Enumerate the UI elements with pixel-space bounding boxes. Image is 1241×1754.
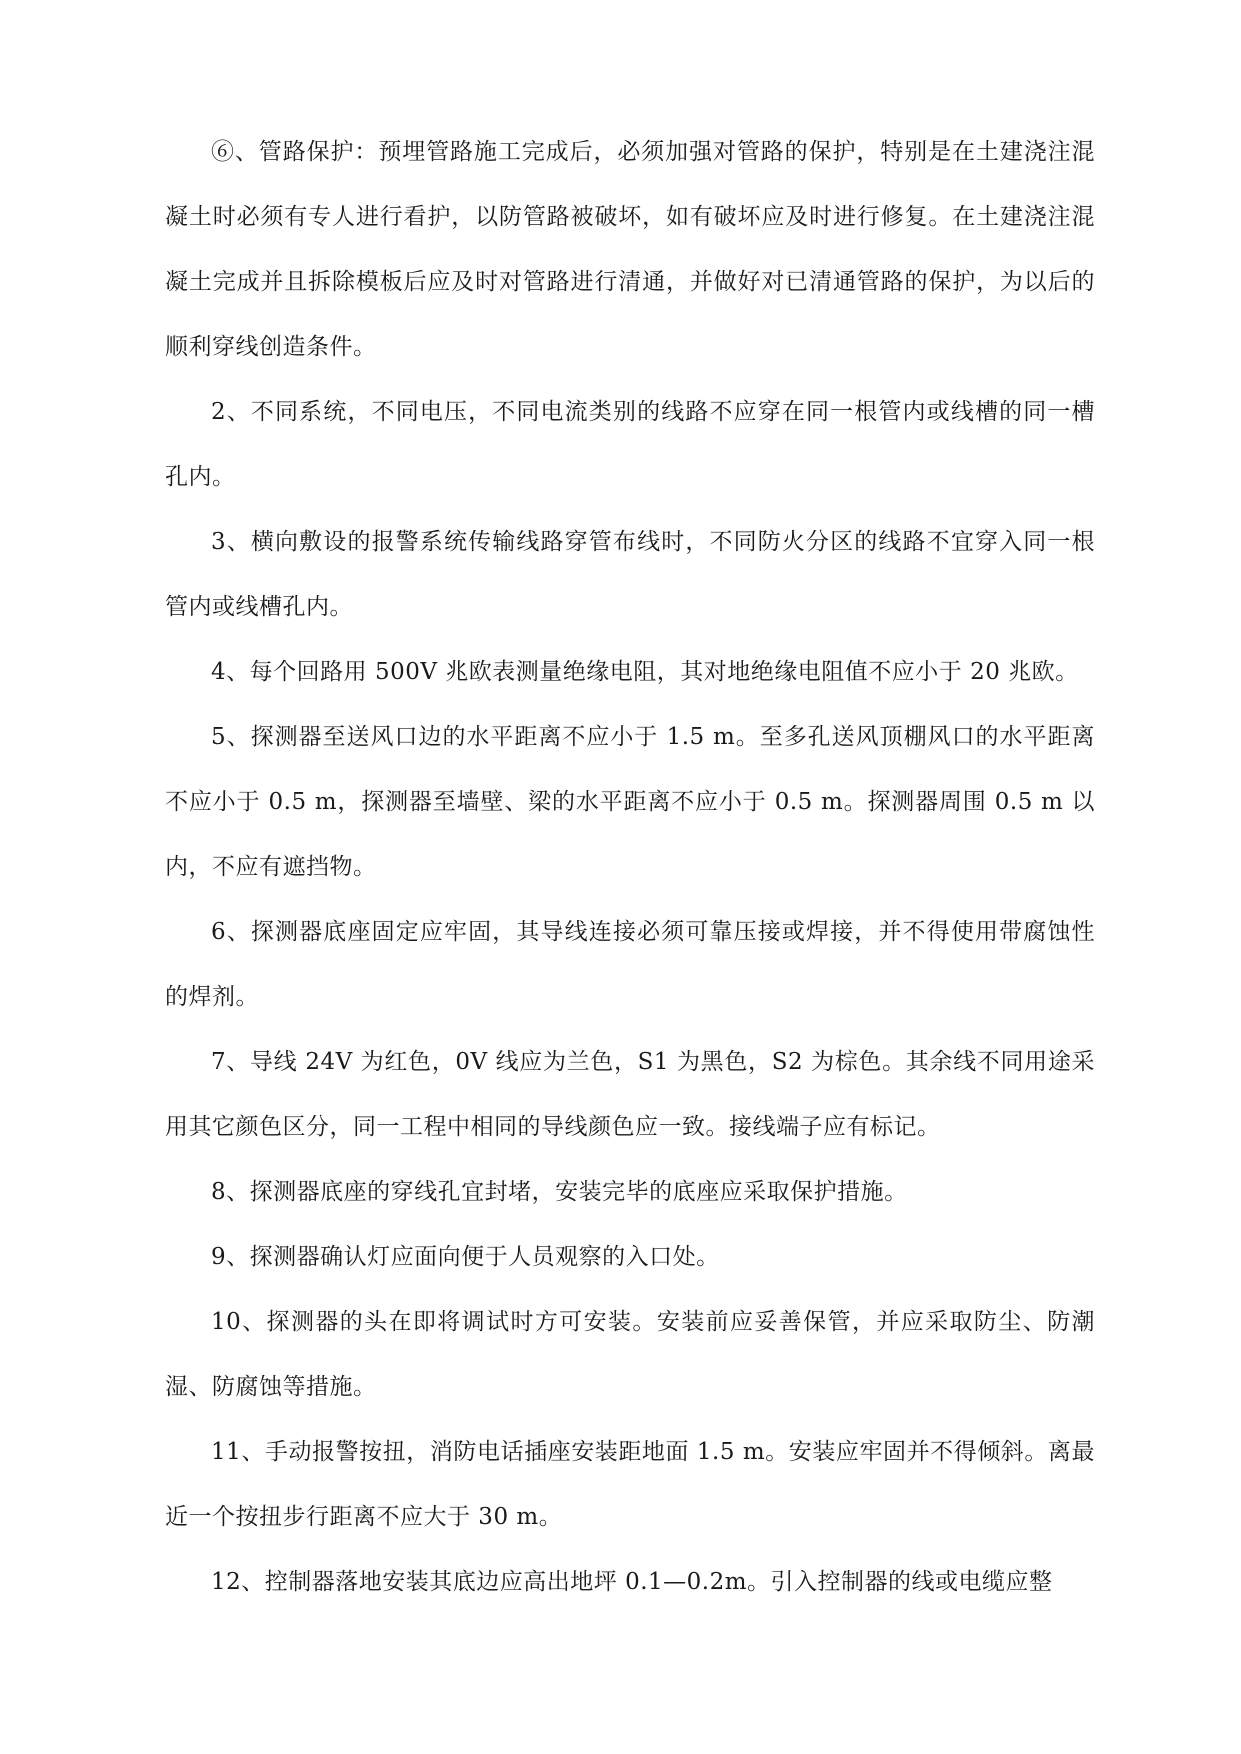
paragraph-item-5: 5、探测器至送风口边的水平距离不应小于 1.5 m。至多孔送风顶棚风口的水平距离不应小于 0.5 m，探测器至墙壁、梁的水平距离不应小于 0.5 m。探测器周围 0.5 m 以内，不应有遮挡物。 — [165, 724, 1095, 880]
paragraph-item-9: 9、探测器确认灯应面向便于人员观察的入口处。 — [211, 1244, 720, 1270]
paragraph-item-12: 12、控制器落地安装其底边应高出地坪 0.1—0.2m。引入控制器的线或电缆应整 — [211, 1569, 1053, 1595]
paragraph-pipe-protection: ⑥、管路保护：预埋管路施工完成后，必须加强对管路的保护，特别是在土建浇注混凝土时必须有专人进行看护，以防管路被破坏，如有破坏应及时进行修复。在土建浇注混凝土完成并且拆除模板后应及时对管路进行清通，并做好对已清通管路的保护，为以后的顺利穿线创造条件。 — [165, 139, 1095, 360]
paragraph-item-10: 10、探测器的头在即将调试时方可安装。安装前应妥善保管，并应采取防尘、防潮湿、防腐蚀等措施。 — [165, 1309, 1095, 1400]
paragraph-item-7: 7、导线 24V 为红色，0V 线应为兰色，S1 为黑色，S2 为棕色。其余线不同用途采用其它颜色区分，同一工程中相同的导线颜色应一致。接线端子应有标记。 — [165, 1049, 1095, 1140]
paragraph-item-4: 4、每个回路用 500V 兆欧表测量绝缘电阻，其对地绝缘电阻值不应小于 20 兆欧。 — [211, 659, 1079, 685]
paragraph-item-3: 3、横向敷设的报警系统传输线路穿管布线时，不同防火分区的线路不宜穿入同一根管内或线槽孔内。 — [165, 529, 1095, 620]
paragraph-item-6: 6、探测器底座固定应牢固，其导线连接必须可靠压接或焊接，并不得使用带腐蚀性的焊剂。 — [165, 919, 1095, 1010]
document-body — [165, 120, 1095, 1615]
paragraph-item-2: 2、不同系统，不同电压，不同电流类别的线路不应穿在同一根管内或线槽的同一槽孔内。 — [165, 399, 1095, 490]
paragraph-item-8: 8、探测器底座的穿线孔宜封堵，安装完毕的底座应采取保护措施。 — [211, 1179, 908, 1205]
paragraph-item-11: 11、手动报警按扭，消防电话插座安装距地面 1.5 m。安装应牢固并不得倾斜。离最近一个按扭步行距离不应大于 30 m。 — [165, 1439, 1095, 1530]
